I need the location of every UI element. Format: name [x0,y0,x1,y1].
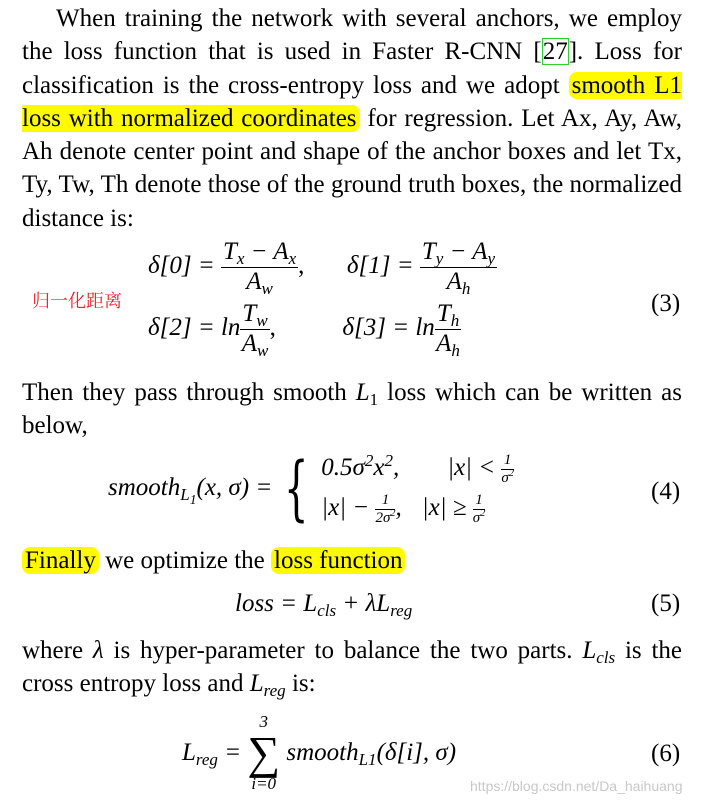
handwritten-note: 归一化距离 [32,291,122,312]
equation-5-body: loss = $L_{cls} + \lambda L_{reg}$ [235,590,413,621]
paragraph-where: where λ is hyper-parameter to balance the two parts. $L_{cls}$ is the cross entropy loss and $L_{reg}$ is: [22,637,683,701]
finally-middle: we optimize the [98,547,272,574]
watermark: https://blog.csdn.net/Da_haihuang [470,778,683,794]
equation-6-number: (6) [651,740,681,767]
paragraph-finally [22,544,682,577]
intro-tail: for regression. Let Ax, Ay, Aw, Ah denote center point and shape of the anchor boxes and let Tx, Ty, Tw, Th denote those of the ground truth boxes, the normalized distance is: [22,104,682,232]
paragraph-intro [22,2,682,235]
equation-4-case-2: |x| − $\frac{1}{2\sigma^2}$ , |x| ≥ $\frac{1}{\sigma^2}$ [321,491,486,526]
highlight-loss-function: loss function [271,547,405,574]
intro-after-citation: ]. Loss for classification is the cross-entropy loss and we adopt [22,38,682,99]
citation-link[interactable]: 27 [542,38,568,66]
sum-lower-limit: i=0 [251,774,277,793]
highlight-finally: Finally [22,547,99,574]
sum-upper-limit: 3 [259,712,268,731]
equation-3-row-2: δ[2] = ln $\frac{T_w}{A_w}$ , δ[3] = ln $\frac{T_h}{A_h}$ [148,300,460,360]
intro-lead: When training the network with several anchors, we employ the loss function that is used in Faster R-CNN [ [22,5,682,66]
equation-4-body: smooth$_{L_1}$(x, σ) = { $0.5\sigma^2x^2$, |x| < $\frac{1}{\sigma^2}$ |x| − $\frac{1}{2\sigma^2}$ , |x| ≥ $\frac{1}{\sigma^2}$ [108,447,514,529]
paragraph-smooth-l1: Then they pass through smooth $L_1$ loss which can be written as below, [22,379,682,440]
equation-5-number: (5) [651,590,681,617]
equation-4-case-1: $0.5\sigma^2x^2$, |x| < $\frac{1}{\sigma^2}$ [321,450,514,486]
equation-3-number: (3) [651,290,681,317]
equation-3-row-1: δ[0] = $\frac{T_x - A_x}{A_w}$ , δ[1] = $\frac{T_y - A_y}{A_h}$ [148,238,496,298]
equation-4-number: (4) [651,478,681,505]
highlight-smooth-l1: smooth L1 loss with normalized coordinates [22,71,682,132]
equation-6-body: $L_{reg}$ = 3 ∑ i=0 smooth$_{L1}$(δ[i], σ) [182,712,457,793]
summation-symbol: 3 ∑ i=0 [247,712,281,793]
